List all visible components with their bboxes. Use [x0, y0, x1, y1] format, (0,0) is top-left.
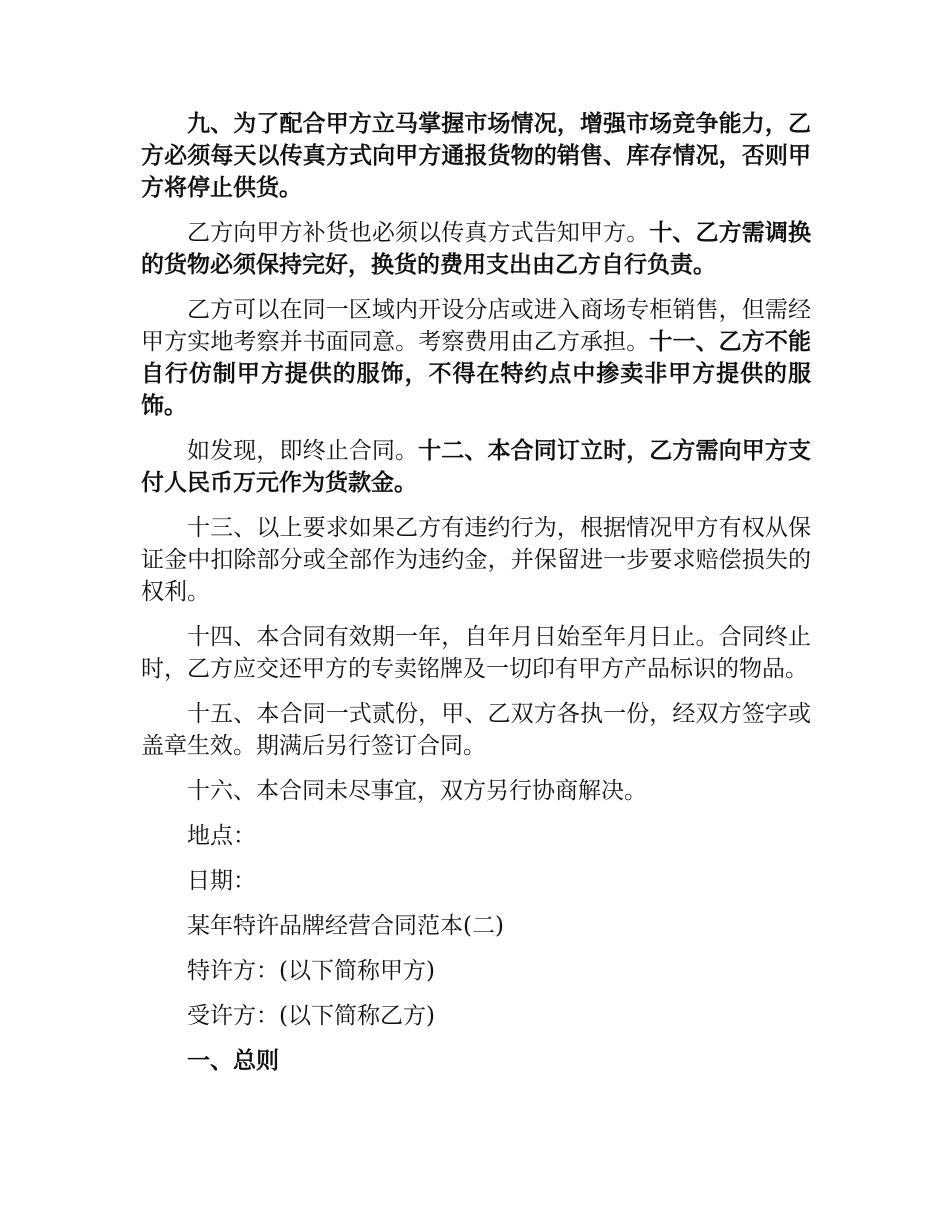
text-run: 乙方向甲方补货也必须以传真方式告知甲方。	[187, 220, 650, 246]
text-run: 十一、乙方不能自行仿制甲方提供的服饰，不得在特约点中掺卖非甲方提供的服饰。	[141, 328, 812, 419]
paragraph-clause-9	[141, 108, 811, 204]
text-run: 某年特许品牌经营合同范本(二)	[187, 913, 504, 939]
paragraph-date	[141, 865, 811, 897]
text-run: 如发现，即终止合同。	[187, 438, 419, 464]
document-body	[141, 108, 811, 1090]
section-heading-general	[141, 1045, 811, 1077]
paragraph-clause-15	[141, 698, 811, 762]
text-run: 特许方：(以下简称甲方)	[187, 958, 435, 984]
paragraph-clause-11	[141, 294, 811, 422]
paragraph-clause-10	[141, 217, 811, 281]
text-run: 十四、本合同有效期一年，自年月日始至年月日止。合同终止时，乙方应交还甲方的专卖铭牌及一切印有甲方产品标识的物品。	[141, 624, 811, 682]
text-run: 十五、本合同一式贰份，甲、乙双方各执一份，经双方签字或盖章生效。期满后另行签订合同。	[141, 701, 811, 759]
text-run: 十、乙方需调换的货物必须保持完好，换货的费用支出由乙方自行负责。	[141, 219, 812, 278]
text-run: 地点：	[187, 823, 256, 849]
text-run: 十六、本合同未尽事宜，双方另行协商解决。	[187, 778, 647, 804]
text-run: 日期：	[187, 868, 256, 894]
paragraph-franchisee	[141, 1000, 811, 1032]
text-run: 乙方可以在同一区域内开设分店或进入商场专柜销售，但需经甲方实地考察并书面同意。考察费用由乙方承担。	[141, 297, 811, 355]
text-run: 九、为了配合甲方立马掌握市场情况，增强市场竞争能力，乙方必须每天以传真方式向甲方通报货物的销售、库存情况，否则甲方将停止供货。	[141, 110, 811, 201]
paragraph-contract-title	[141, 910, 811, 942]
paragraph-clause-16	[141, 775, 811, 807]
paragraph-franchisor	[141, 955, 811, 987]
paragraph-clause-13	[141, 512, 811, 608]
text-run: 十三、以上要求如果乙方有违约行为，根据情况甲方有权从保证金中扣除部分或全部作为违约金，并保留进一步要求赔偿损失的权利。	[141, 515, 811, 605]
paragraph-location	[141, 820, 811, 852]
text-run: 十二、本合同订立时，乙方需向甲方支付人民币万元作为货款金。	[141, 437, 812, 496]
text-run: 一、总则	[187, 1047, 279, 1074]
paragraph-clause-12	[141, 435, 811, 499]
text-run: 受许方：(以下简称乙方)	[187, 1003, 435, 1029]
paragraph-clause-14	[141, 621, 811, 685]
